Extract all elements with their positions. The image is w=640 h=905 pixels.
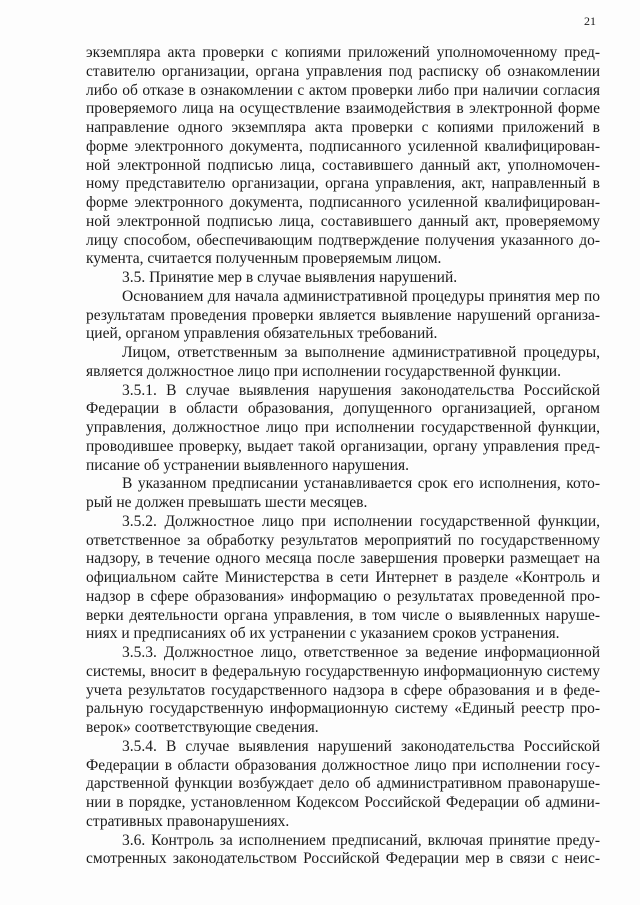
text-line: 3.5.3. Должностное лицо, ответственное за ведение информационной bbox=[122, 644, 600, 661]
text-line: проводившее проверку, выдает такой организации, органу управления пред- bbox=[86, 437, 600, 455]
text-line: учета результатов государственного надзора в сфере образования и в феде- bbox=[86, 681, 600, 699]
text-line: верки деятельности органа управления, в том числе о выявленных наруше- bbox=[86, 606, 600, 624]
text-line: 3.6. Контроль за исполнением предписаний, включая принятие преду- bbox=[122, 831, 600, 849]
text-line: писание об устранении выявленного нарушения. bbox=[86, 456, 409, 474]
text-line: ральную государственную информационную систему «Единый реестр про- bbox=[86, 700, 600, 718]
text-line: экземпляра акта проверки с копиями приложений уполномоченному пред- bbox=[86, 44, 600, 61]
text-line: Федерации в области образования должностное лицо при исполнении госу- bbox=[86, 756, 600, 774]
text-line: кумента, считается полученным проверяемым лицом. bbox=[86, 250, 442, 268]
text-line: стративных правонарушениях. bbox=[86, 812, 290, 830]
text-line: надзору, в течение одного месяца после завершения проверки размещает на bbox=[86, 550, 600, 568]
text-line: смотренных законодательством Российской Федерации мер в связи с неис- bbox=[86, 850, 600, 868]
text-line: форме электронного документа, подписанного усиленной квалифицирован- bbox=[86, 137, 600, 155]
text-line: проверяемого лица на осуществление взаимодействия в электронной форме bbox=[86, 100, 600, 118]
text-line: ставителю организации, органа управления под расписку об ознакомлении bbox=[86, 62, 600, 80]
text-line: надзор в сфере образования» информацию о результатах проведенной про- bbox=[86, 587, 600, 605]
text-line: В указанном предписании устанавливается срок его исполнения, кото- bbox=[122, 475, 600, 493]
text-line: официальном сайте Министерства в сети Интернет в разделе «Контроль и bbox=[86, 569, 600, 586]
text-line: верок» соответствующие сведения. bbox=[86, 719, 319, 736]
text-line: системы, вносит в федеральную государственную информационную систему bbox=[86, 662, 600, 680]
text-line: рый не должен превышать шести месяцев. bbox=[86, 494, 368, 511]
page-number: 21 bbox=[584, 14, 596, 28]
text-line: Основанием для начала административной процедуры принятия мер по bbox=[122, 287, 600, 305]
text-line: ному представителю организации, органа управления, акт, направленный в bbox=[86, 175, 600, 193]
text-line: Лицом, ответственным за выполнение административной процедуры, bbox=[122, 344, 600, 361]
text-line: 3.5.1. В случае выявления нарушения законодательства Российской bbox=[122, 381, 600, 399]
text-line: цией, органом управления обязательных требований. bbox=[86, 325, 438, 343]
text-line: 3.5. Принятие мер в случае выявления нарушений. bbox=[122, 269, 458, 286]
text-line: лицу способом, обеспечивающим подтверждение получения указанного до- bbox=[86, 231, 600, 249]
text-line: Федерации в области образования, допущенного организацией, органом bbox=[86, 400, 600, 418]
text-line: нии в порядке, установленном Кодексом Российской Федерации об админи- bbox=[86, 794, 600, 811]
text-line: ответственное за обработку результатов мероприятий по государственному bbox=[86, 531, 600, 549]
text-line: форме электронного документа, подписанного усиленной квалифицирован- bbox=[86, 194, 600, 211]
text-line: 3.5.2. Должностное лицо при исполнении государственной функции, bbox=[122, 512, 600, 530]
text-line: ной электронной подписью лица, составившего данный акт, проверяемому bbox=[86, 212, 600, 230]
text-line: управления, должностное лицо при исполнении государственной функции, bbox=[86, 419, 600, 436]
text-line: 3.5.4. В случае выявления нарушений законодательства Российской bbox=[122, 737, 600, 755]
text-line: является должностное лицо при исполнении государственной функции. bbox=[86, 362, 561, 380]
text-line: либо об отказе в ознакомлении с актом проверки либо при наличии согласия bbox=[86, 81, 600, 99]
text-line: ной электронной подписью лица, составившего данный акт, уполномочен- bbox=[86, 156, 600, 174]
text-line: результатам проведения проверки является выявление нарушений организа- bbox=[86, 306, 600, 324]
text-line: ниях и предписаниях об их устранении с указанием сроков устранения. bbox=[86, 625, 560, 643]
text-line: направление одного экземпляра акта проверки с копиями приложений в bbox=[86, 119, 600, 136]
document-body bbox=[86, 44, 600, 869]
text-line: дарственной функции возбуждает дело об административном правонаруше- bbox=[86, 775, 600, 793]
